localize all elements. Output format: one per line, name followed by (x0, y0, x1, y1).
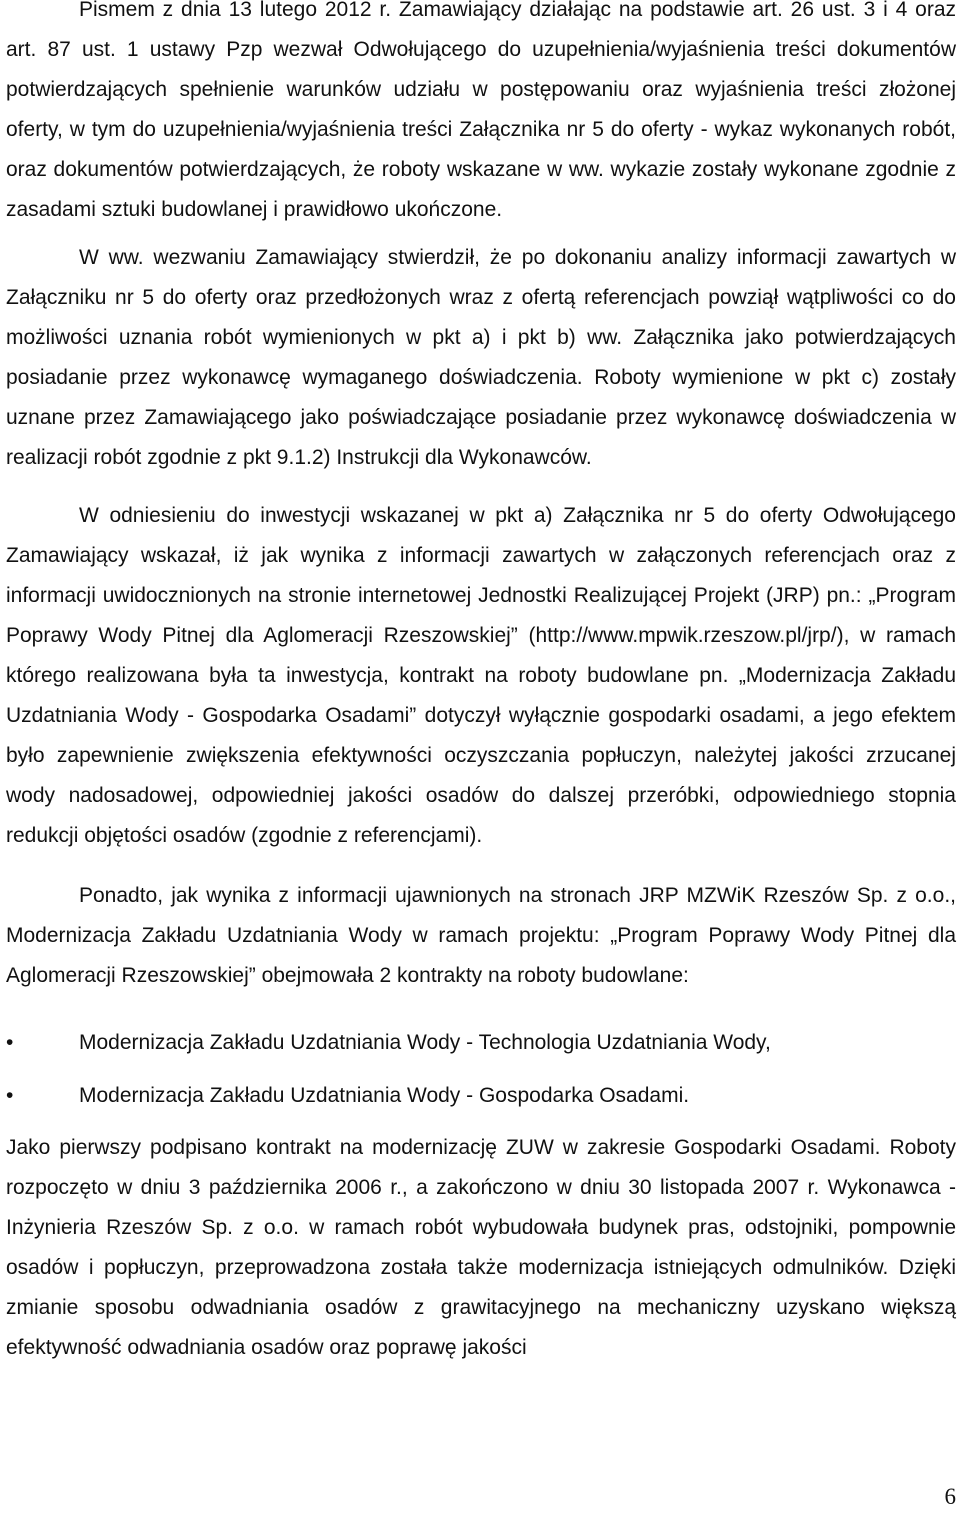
paragraph-first-contract-details: Jako pierwszy podpisano kontrakt na modernizację ZUW w zakresie Gospodarki Osadami. Roboty rozpoczęto w dniu 3 października 2006 r., a zakończono w dniu 30 listopada 2007 r. Wykonawca - Inżynieria Rzeszów Sp. z o.o. w ramach robót wybudowała budynek pras, odstojniki, pompownie osadów i popłuczyn, przeprowadzona została także modernizacja istniejących odmulników. Dzięki zmianie sposobu odwadniania osadów z grawitacyjnego na mechaniczny uzyskano większą efektywność odwadniania osadów oraz poprawę jakości (6, 1136, 956, 1359)
bullet-icon: • (6, 1084, 14, 1107)
paragraph-summons-findings: W ww. wezwaniu Zamawiający stwierdził, że po dokonaniu analizy informacji zawartych w Załączniku nr 5 do oferty oraz przedłożonych wraz z ofertą referencjach powziął wątpliwości co do możliwości uznania robót wymienionych w pkt a) i pkt b) ww. Załącznika jako potwierdzających posiadanie przez wykonawcę wymaganego doświadczenia. Roboty wymienione w pkt c) zostały uznane przez Zamawiającego jako poświadczające posiadanie przez wykonawcę doświadczenia w realizacji robót zgodnie z pkt 9.1.2) Instrukcji dla Wykonawców. (6, 246, 956, 469)
page-number: 6 (944, 1484, 956, 1509)
list-item (6, 1016, 956, 1069)
paragraph-letter-of-13-february: Pismem z dnia 13 lutego 2012 r. Zamawiający działając na podstawie art. 26 ust. 3 i 4 oraz art. 87 ust. 1 ustawy Pzp wezwał Odwołującego do uzupełnienia/wyjaśnienia treści dokumentów potwierdzających spełnienie warunków udziału w postępowaniu oraz wyjaśnienia treści złożonej oferty, w tym do uzupełnienia/wyjaśnienia treści Załącznika nr 5 do oferty - wykaz wykonanych robót, oraz dokumentów potwierdzających, że roboty wskazane w ww. wykazie zostały wykonane zgodnie z zasadami sztuki budowlanej i prawidłowo ukończone. (6, 0, 956, 221)
document-page (6, 0, 956, 1368)
list-item (6, 1069, 956, 1122)
contracts-bullet-list (6, 1016, 956, 1122)
list-item-text: Modernizacja Zakładu Uzdatniania Wody - Technologia Uzdatniania Wody, (79, 1031, 771, 1054)
bullet-icon: • (6, 1031, 14, 1054)
paragraph-investment-point-a: W odniesieniu do inwestycji wskazanej w pkt a) Załącznika nr 5 do oferty Odwołującego Zamawiający wskazał, iż jak wynika z informacji zawartych w załączonych referencjach oraz z informacji uwidocznionych na stronie internetowej Jednostki Realizującej Projekt (JRP) pn.: „Program Poprawy Wody Pitnej dla Aglomeracji Rzeszowskiej” (http://www.mpwik.rzeszow.pl/jrp/), w ramach którego realizowana była ta inwestycja, kontrakt na roboty budowlane pn. „Modernizacja Zakładu Uzdatniania Wody - Gospodarka Osadami” dotyczył wyłącznie gospodarki osadami, a jego efektem było zapewnienie zwiększenia efektywności oczyszczania popłuczyn, należytej jakości zrzucanej wody nadosadowej, odpowiedniej jakości osadów do dalszej przeróbki, odpowiedniego stopnia redukcji objętości osadów (zgodnie z referencjami). (6, 504, 956, 847)
list-item-text: Modernizacja Zakładu Uzdatniania Wody - Gospodarka Osadami. (79, 1084, 690, 1107)
paragraph-jrp-contracts-intro: Ponadto, jak wynika z informacji ujawnionych na stronach JRP MZWiK Rzeszów Sp. z o.o., Modernizacja Zakładu Uzdatniania Wody w ramach projektu: „Program Poprawy Wody Pitnej dla Aglomeracji Rzeszowskiej” obejmowała 2 kontrakty na roboty budowlane: (6, 884, 956, 987)
